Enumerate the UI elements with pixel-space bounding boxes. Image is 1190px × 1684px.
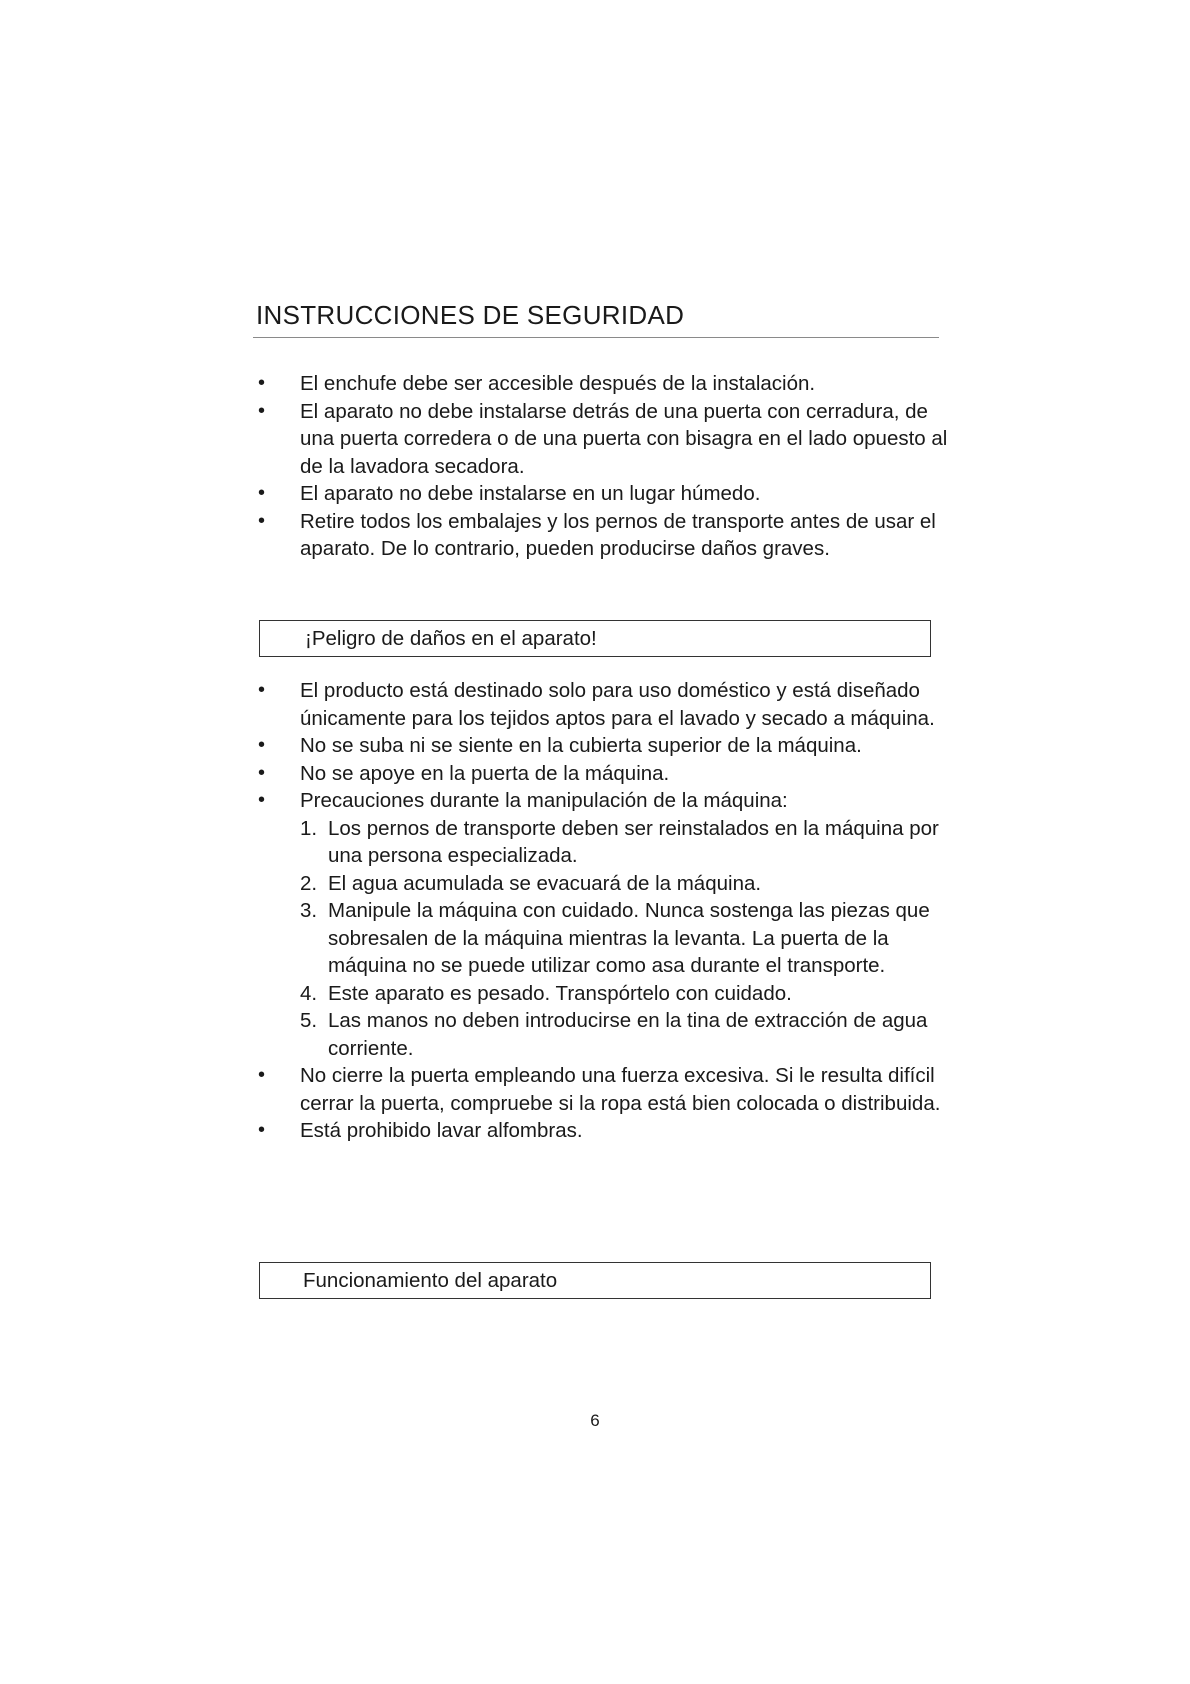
page-title: INSTRUCCIONES DE SEGURIDAD bbox=[256, 300, 685, 330]
bullet-icon: • bbox=[258, 509, 266, 532]
list-item-text: No se apoye en la puerta de la máquina. bbox=[300, 761, 670, 785]
list-item-text: Está prohibido lavar alfombras. bbox=[300, 1119, 583, 1142]
bullet-icon: • bbox=[258, 1064, 266, 1086]
numbered-item bbox=[300, 980, 948, 1008]
numbered-item-text: Los pernos de transporte deben ser reinstalados en la máquina por una persona especializada. bbox=[328, 816, 939, 867]
numbered-item-text: Las manos no deben introducirse en la tina de extracción de agua corriente. bbox=[328, 1009, 928, 1060]
item-number: 4. bbox=[300, 981, 318, 1005]
list-item bbox=[258, 677, 948, 732]
safety-bullet-list-1 bbox=[258, 370, 948, 563]
bullet-icon: • bbox=[258, 482, 266, 504]
list-item-text: El producto está destinado solo para uso doméstico y está diseñado únicamente para los tejidos aptos para el lavado y secado a máquina. bbox=[300, 679, 935, 730]
list-item bbox=[258, 370, 948, 398]
list-item-text: El enchufe debe ser accesible después de la instalación. bbox=[300, 372, 816, 395]
numbered-item-text: Este aparato es pesado. Transpórtelo con cuidado. bbox=[328, 981, 792, 1005]
list-item-text: No cierre la puerta empleando una fuerza excesiva. Si le resulta difícil cerrar la puerta, compruebe si la ropa está bien colocada o distribuida. bbox=[300, 1064, 941, 1115]
bullet-icon: • bbox=[258, 734, 266, 756]
list-item-text: El aparato no debe instalarse en un lugar húmedo. bbox=[300, 482, 761, 505]
list-item bbox=[258, 508, 948, 563]
numbered-item-text: Manipule la máquina con cuidado. Nunca sostenga las piezas que sobresalen de la máquina mientras la levanta. La puerta de la máquina no se puede utilizar como asa durante el transporte. bbox=[328, 899, 930, 977]
list-item-text: Precauciones durante la manipulación de la máquina: bbox=[300, 789, 788, 812]
item-number: 3. bbox=[300, 899, 318, 922]
list-item bbox=[258, 398, 948, 481]
warning-box-appliance-damage: ¡Peligro de daños en el aparato! bbox=[259, 620, 931, 657]
item-number: 2. bbox=[300, 871, 318, 895]
list-item bbox=[258, 480, 948, 508]
numbered-item-text: El agua acumulada se evacuará de la máquina. bbox=[328, 871, 762, 895]
list-item bbox=[258, 1062, 948, 1117]
list-item bbox=[258, 760, 948, 788]
list-item-text: Retire todos los embalajes y los pernos de transporte antes de usar el aparato. De lo contrario, pueden producirse daños graves. bbox=[300, 509, 936, 560]
handling-precautions-list bbox=[300, 815, 948, 1063]
list-item bbox=[258, 732, 948, 760]
list-item bbox=[258, 1117, 948, 1145]
bullet-icon: • bbox=[258, 399, 266, 422]
page-number: 6 bbox=[590, 1411, 600, 1430]
numbered-item bbox=[300, 1007, 948, 1062]
numbered-item bbox=[300, 897, 948, 980]
list-item-text: No se suba ni se siente en la cubierta superior de la máquina. bbox=[300, 734, 862, 757]
title-underline-divider bbox=[253, 337, 939, 338]
item-number: 1. bbox=[300, 816, 318, 840]
safety-bullet-list-2 bbox=[258, 677, 948, 1145]
list-item-text: El aparato no debe instalarse detrás de una puerta con cerradura, de una puerta corredera o de una puerta con bisagra en el lado opuesto al de la lavadora secadora. bbox=[300, 399, 948, 478]
numbered-item bbox=[300, 815, 948, 870]
bullet-icon: • bbox=[258, 789, 266, 811]
bullet-icon: • bbox=[258, 761, 266, 784]
bullet-icon: • bbox=[258, 1119, 266, 1141]
bullet-icon: • bbox=[258, 372, 266, 394]
section-box-appliance-operation: Funcionamiento del aparato bbox=[259, 1262, 931, 1299]
bullet-icon: • bbox=[258, 679, 266, 701]
numbered-item bbox=[300, 870, 948, 898]
item-number: 5. bbox=[300, 1009, 318, 1032]
list-item bbox=[258, 787, 948, 1062]
